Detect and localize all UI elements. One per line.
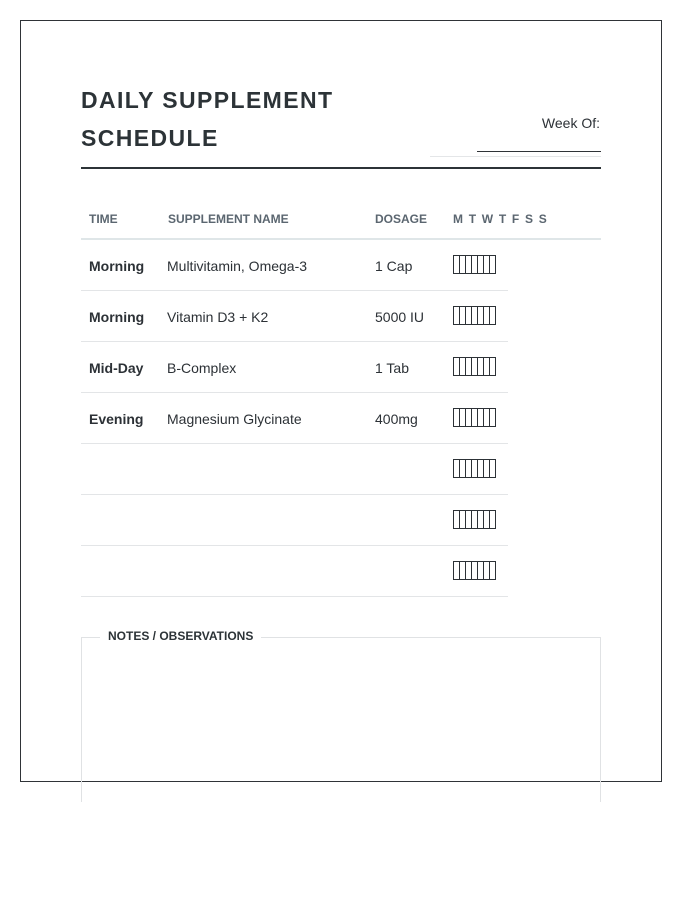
week-of-label: Week Of: bbox=[541, 115, 600, 131]
table-row bbox=[81, 444, 508, 495]
title-line-2: SCHEDULE bbox=[81, 125, 219, 151]
row-dosage: 5000 IU bbox=[375, 309, 425, 325]
title-divider bbox=[81, 167, 601, 169]
page-title bbox=[81, 81, 401, 157]
table-row bbox=[81, 342, 508, 393]
day-checkbox-6[interactable] bbox=[489, 459, 496, 478]
table-row bbox=[81, 291, 508, 342]
table-row bbox=[81, 240, 508, 291]
day-checkbox-6[interactable] bbox=[489, 408, 496, 427]
day-checkbox-group bbox=[453, 408, 496, 427]
day-checkbox-6[interactable] bbox=[489, 255, 496, 274]
day-checkbox-6[interactable] bbox=[489, 561, 496, 580]
day-checkbox-6[interactable] bbox=[489, 510, 496, 529]
notes-label: NOTES / OBSERVATIONS bbox=[100, 629, 261, 643]
week-of-field[interactable] bbox=[477, 151, 601, 152]
table-row bbox=[81, 393, 508, 444]
row-dosage: 400mg bbox=[375, 411, 418, 427]
row-supplement-name: Magnesium Glycinate bbox=[167, 411, 302, 427]
notes-section[interactable] bbox=[81, 629, 601, 802]
day-checkbox-6[interactable] bbox=[489, 306, 496, 325]
day-checkbox-6[interactable] bbox=[489, 357, 496, 376]
day-checkbox-group bbox=[453, 459, 496, 478]
table-header bbox=[81, 210, 601, 240]
day-checkbox-group bbox=[453, 306, 496, 325]
row-time: Morning bbox=[89, 309, 145, 325]
day-checkbox-group bbox=[453, 510, 496, 529]
header-time: TIME bbox=[89, 212, 118, 226]
row-supplement-name: Multivitamin, Omega-3 bbox=[167, 258, 308, 274]
week-of-underline bbox=[430, 156, 601, 157]
title-line-1: DAILY SUPPLEMENT bbox=[81, 87, 334, 113]
row-time: Evening bbox=[89, 411, 144, 427]
table-row bbox=[81, 495, 508, 546]
table-row bbox=[81, 546, 508, 597]
row-dosage: 1 Cap bbox=[375, 258, 413, 274]
day-checkbox-group bbox=[453, 255, 496, 274]
row-time: Morning bbox=[89, 258, 145, 274]
row-supplement-name: Vitamin D3 + K2 bbox=[167, 309, 269, 325]
row-supplement-name: B-Complex bbox=[167, 360, 237, 376]
header-dosage: DOSAGE bbox=[375, 212, 428, 226]
row-time: Mid-Day bbox=[89, 360, 144, 376]
day-checkbox-group bbox=[453, 561, 496, 580]
header-supplement-name: SUPPLEMENT NAME bbox=[168, 212, 289, 226]
header-days: M T W T F S S bbox=[453, 212, 548, 226]
row-dosage: 1 Tab bbox=[375, 360, 409, 376]
day-checkbox-group bbox=[453, 357, 496, 376]
